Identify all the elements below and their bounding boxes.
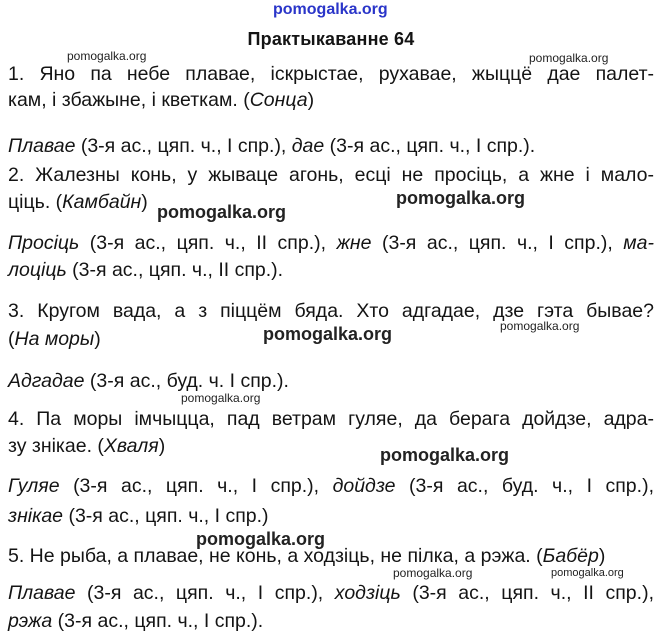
verb-dae: дае [291, 135, 325, 157]
line-10-note: (3-я ас., буд. ч. I спр.). [84, 370, 289, 392]
watermark-top: pomogalka.org [273, 1, 388, 18]
text-line-2 [8, 88, 654, 113]
line-3-note-2: (3-я ас., цяп. ч., I спр.). [324, 135, 536, 157]
verb-prosits: Просіць [8, 232, 80, 254]
line-12-close: ) [158, 435, 166, 457]
verb-zhne: жне [336, 232, 372, 254]
verb-khodzits: ходзіць [334, 582, 401, 604]
verb-malotsits-start: ма- [623, 232, 654, 254]
text-line-8: 3. Кругом вада, а з піццём бяда. Хто адгадае, дзе гэта бывае? [8, 300, 654, 322]
text-line-15 [8, 544, 654, 569]
text-line-1: 1. Яно па небе плавае, іскрыстае, рухавае, жыццё дае палет- [8, 63, 654, 85]
text-line-6 [8, 231, 654, 256]
line-17-note: (3-я ас., цяп. ч., I спр.). [52, 610, 264, 632]
line-15-text: 5. Не рыба, а плавае, не конь, а ходзіць, не пілка, а рэжа. ( [8, 545, 543, 567]
text-line-16 [8, 581, 654, 606]
text-line-13 [8, 474, 654, 499]
line-12-text: зу знікае. ( [8, 435, 104, 457]
line-9-open: ( [8, 328, 15, 350]
page-title: Практыкаванне 64 [247, 29, 415, 49]
text-line-4: 2. Жалезны конь, у жываце агонь, есці не просіць, а жне і мало- [8, 164, 654, 186]
text-line-12 [8, 434, 654, 459]
line-5-close: ) [141, 191, 148, 213]
line-2-text: кам, і збажыне, і кветкам. ( [8, 89, 250, 111]
text-line-7 [8, 258, 654, 283]
watermark-small: pomogalka.org [529, 51, 609, 65]
watermark-small: pomogalka.org [500, 319, 580, 333]
line-2-close: ) [307, 89, 315, 111]
verb-adgadae: Адгадае [8, 370, 85, 392]
answer-babior: Бабёр [542, 545, 599, 567]
line-13-note-2: (3-я ас., буд. ч., I спр.), [395, 475, 654, 497]
line-3-note-1: (3-я ас., цяп. ч., I спр.), [75, 135, 292, 157]
text-line-17 [8, 609, 654, 634]
answer-na-mory: На моры [14, 328, 95, 350]
line-13-note-1: (3-я ас., цяп. ч., I спр.), [59, 475, 333, 497]
line-6-note-1: (3-я ас., цяп. ч., II спр.), [79, 232, 337, 254]
watermark-large: pomogalka.org [157, 202, 287, 222]
line-14-note: (3-я ас., цяп. ч., I спр.) [63, 505, 269, 527]
line-6-note-2: (3-я ас., цяп. ч., I спр.), [371, 232, 624, 254]
watermark-large: pomogalka.org [396, 188, 526, 208]
verb-doidze: дойдзе [332, 475, 396, 497]
line-5-text: ціць. ( [8, 191, 63, 213]
line-15-close: ) [598, 545, 606, 567]
verb-plavae: Плавае [8, 135, 76, 157]
text-line-14 [8, 504, 654, 529]
watermark-large: pomogalka.org [380, 445, 510, 465]
watermark-small: pomogalka.org [393, 566, 473, 580]
text-line-3 [8, 134, 654, 159]
verb-malotsits-end: лоціць [8, 259, 67, 281]
text-line-5 [8, 190, 654, 215]
verb-plavae-2: Плавае [8, 582, 76, 604]
answer-sontsa: Сонца [249, 89, 308, 111]
verb-rezha: рэжа [8, 610, 53, 632]
watermark-small: pomogalka.org [551, 567, 624, 579]
line-16-note-2: (3-я ас., цяп. ч., II спр.), [400, 582, 654, 604]
line-16-note-1: (3-я ас., цяп. ч., I спр.), [75, 582, 335, 604]
watermark-large: pomogalka.org [263, 324, 393, 344]
text-line-11: 4. Па моры імчыцца, пад ветрам гуляе, да берага дойдзе, адра- [8, 408, 654, 430]
watermark-small: pomogalka.org [181, 391, 261, 405]
verb-huliae: Гуляе [8, 475, 60, 497]
text-line-10 [8, 369, 654, 394]
watermark-large: pomogalka.org [196, 529, 326, 549]
line-9-close: ) [94, 328, 101, 350]
answer-kambain: Камбайн [62, 191, 142, 213]
line-7-note: (3-я ас., цяп. ч., II спр.). [66, 259, 284, 281]
answer-khvalia: Хваля [103, 435, 159, 457]
verb-znikae: знікае [8, 505, 64, 527]
watermark-small: pomogalka.org [67, 49, 147, 63]
